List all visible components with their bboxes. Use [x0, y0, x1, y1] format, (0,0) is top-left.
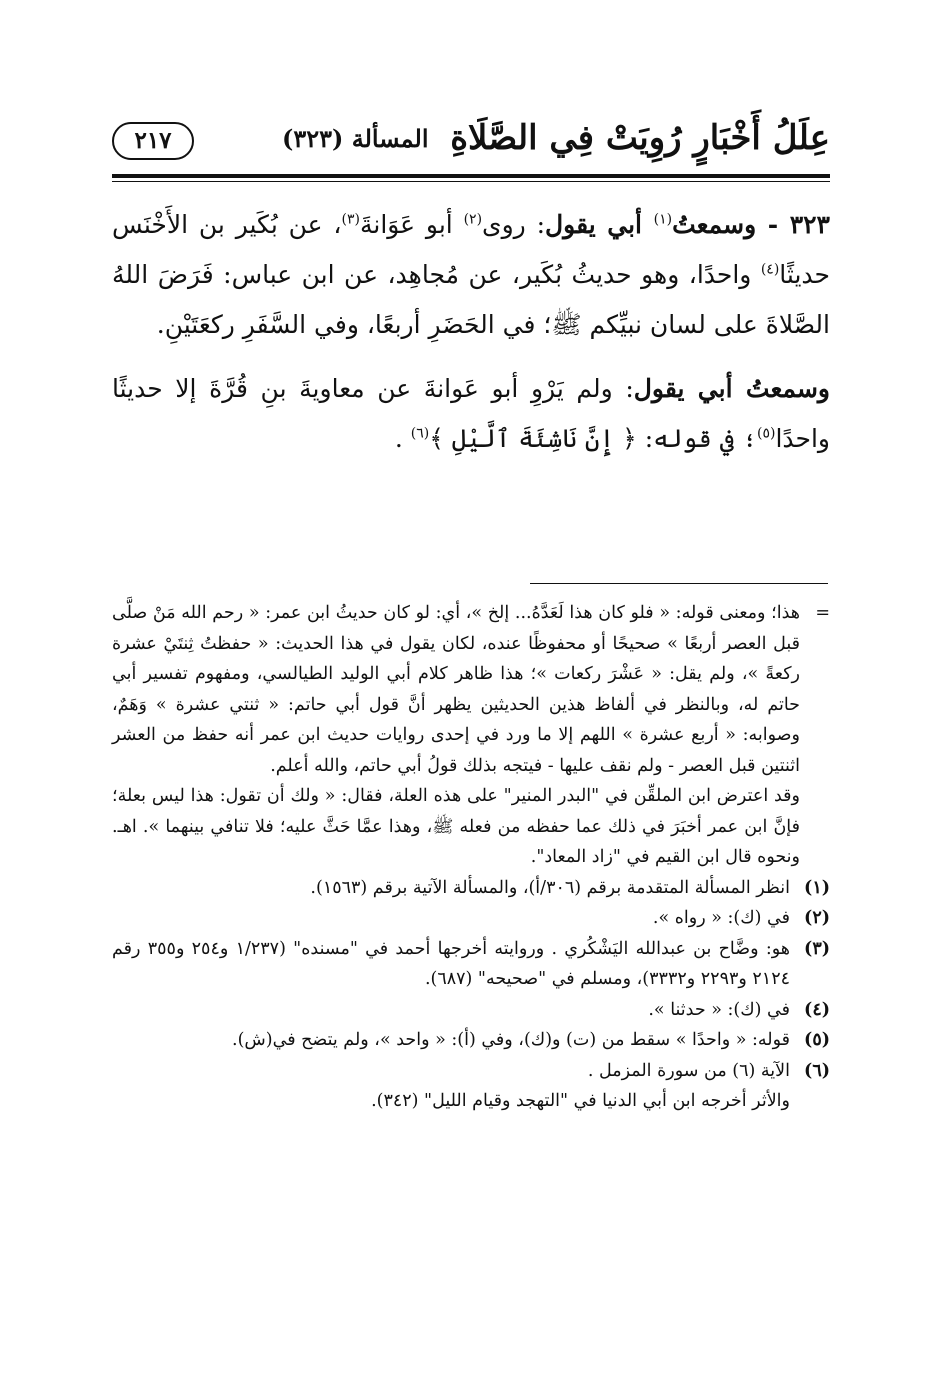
text-segment: ، عن بُكَير بن الأَخْنَس حديثًا	[112, 210, 830, 289]
footnote-number: (٦)	[804, 1060, 830, 1081]
footnote-number: (٣)	[804, 938, 830, 959]
footnote-ref-1: (١)	[653, 211, 673, 228]
text-segment: .	[394, 424, 411, 453]
text-segment: ؛ في قوله: ﴿ إِنَّ نَاشِئَةَ ٱلَّيْلِ ﴾	[429, 424, 757, 453]
footnote-6	[112, 1056, 830, 1087]
page-number: ٢١٧	[112, 122, 194, 160]
footnote-4	[112, 995, 830, 1026]
footnote-ref-2: (٢)	[463, 211, 483, 228]
footnote-ref-3: (٣)	[341, 211, 360, 228]
footnote-separator	[530, 583, 828, 584]
footnote-5	[112, 1025, 830, 1056]
speaker-bold: أبي يقول	[545, 210, 654, 239]
footnote-ref-6: (٦)	[410, 425, 430, 442]
page-header	[112, 118, 830, 170]
footnote-text: هو: وضَّاح بن عبدالله اليَشْكُري . وروايته أخرجها أحمد في "مسنده" (١/٢٣٧ و٢٥٤ و٣٥٥ رقم ٢١٢٤ و٢٢٩٣ و٣٣٣٢)، ومسلم في "صحيحه" (٦٨٧).	[112, 938, 791, 989]
header-rule-thin	[112, 181, 830, 182]
footnote-number: (١)	[804, 877, 830, 898]
footnote-text: قوله: « واحدًا » سقط من (ت) و(ك)، وفي (أ): « واحد »، ولم يتضح في(ش).	[232, 1030, 790, 1050]
footnote-ref-5: (٥)	[756, 425, 776, 442]
footnote-text: في (ك): « حدثنا ».	[648, 999, 790, 1020]
footnote-continuation	[112, 598, 830, 873]
continuation-text: هذا؛ ومعنى قوله: « فلو كان هذا لَعَدَّهُ... إلخ »، أي: لو كان حديثُ ابن عمر: « رحم الله مَنْ صلَّى قبل العصر أربعًا » صحيحًا أو محفوظًا عنده، لكان يقول في هذا الحديث: « حفظتُ ثِنتَيْ عشرة ركعةً »، ولم يقل: « عَشْرَ ركعات »؛ هذا ظاهر كلام أبي الوليد الطيالسي، ومفهوم تفسير أبي حاتم له، وبالنظر في ألفاظ هذين الحديثين يظهر أنَّ قول أبي حاتم: « ثنتي عشرة » وَهَمٌ، وصوابه: « أربع عشرة » اللهم إلا ما ورد في إحدى روايات حديث ابن عمر أنه حفظ من العشر اثنتين قبل العصر - ولم نقف عليها - فيتجه بذلك قولُ أبي حاتم، والله أعلم.	[112, 603, 800, 776]
main-text	[112, 200, 830, 464]
footnote-final-line: والأثر أخرجه ابن أبي الدنيا في "التهجد وقيام الليل" (٣٤٢).	[371, 1091, 790, 1111]
continuation-text-2: وقد اعترض ابن الملقِّن في "البدر المنير" على هذه العلة، فقال: « ولك أن تقول: هذا ليس بعلة؛ فإنَّ ابن عمر أخبَرَ في ذلك عما حفظه من فعله ﷺ، وهذا عمَّا حَثَّ عليه؛ فلا تنافي بينهما ». اهـ. ونحوه قال ابن القيم في "زاد المعاد".	[112, 786, 800, 867]
speaker-bold: وسمعتُ أبي يقول	[633, 374, 830, 403]
paragraph-1	[112, 200, 830, 350]
text-segment: واحدًا، وهو حديثُ بُكَير، عن مُجاهِد، عن ابن عباس: فَرَضَ اللهُ الصَّلاةَ على لسان نبيِّكم ﷺ؛ في الحَضَرِ أربعًا، وفي السَّفَرِ ركعَتَيْنِ.	[112, 260, 830, 339]
footnote-1	[112, 873, 830, 904]
footnote-text: في (ك): « رواه ».	[652, 908, 790, 928]
issue-lead: ٣٢٣ - وسمعتُ	[672, 210, 830, 239]
footnote-3	[112, 934, 830, 995]
book-title: عِلَلُ أَخْبَارٍ رُوِيَتْ فِي الصَّلَاةِ	[450, 118, 830, 158]
footnote-number: (٥)	[804, 1030, 830, 1050]
footnotes	[112, 598, 830, 1117]
footnote-number: (٢)	[804, 908, 830, 928]
footnote-number: (٤)	[804, 999, 830, 1020]
footnote-2	[112, 903, 830, 934]
text-segment: : ولم يَرْوِ أبو عَوانةَ عن معاويةَ بنِ قُرَّةَ إلا حديثًا واحدًا	[112, 374, 830, 453]
text-segment: : روى	[482, 210, 545, 239]
issue-label: المسألة (٣٢٣)	[282, 124, 429, 153]
continuation-mark: =	[815, 603, 830, 623]
text-segment: أبو عَوَانةَ	[359, 210, 464, 239]
footnote-text: الآية (٦) من سورة المزمل .	[587, 1060, 790, 1081]
paragraph-2	[112, 364, 830, 464]
footnote-ref-4: (٤)	[760, 261, 780, 278]
header-rule-thick	[112, 174, 830, 178]
footnote-text: انظر المسألة المتقدمة برقم (٣٠٦/أ)، والمسألة الآتية برقم (١٥٦٣).	[310, 877, 790, 898]
